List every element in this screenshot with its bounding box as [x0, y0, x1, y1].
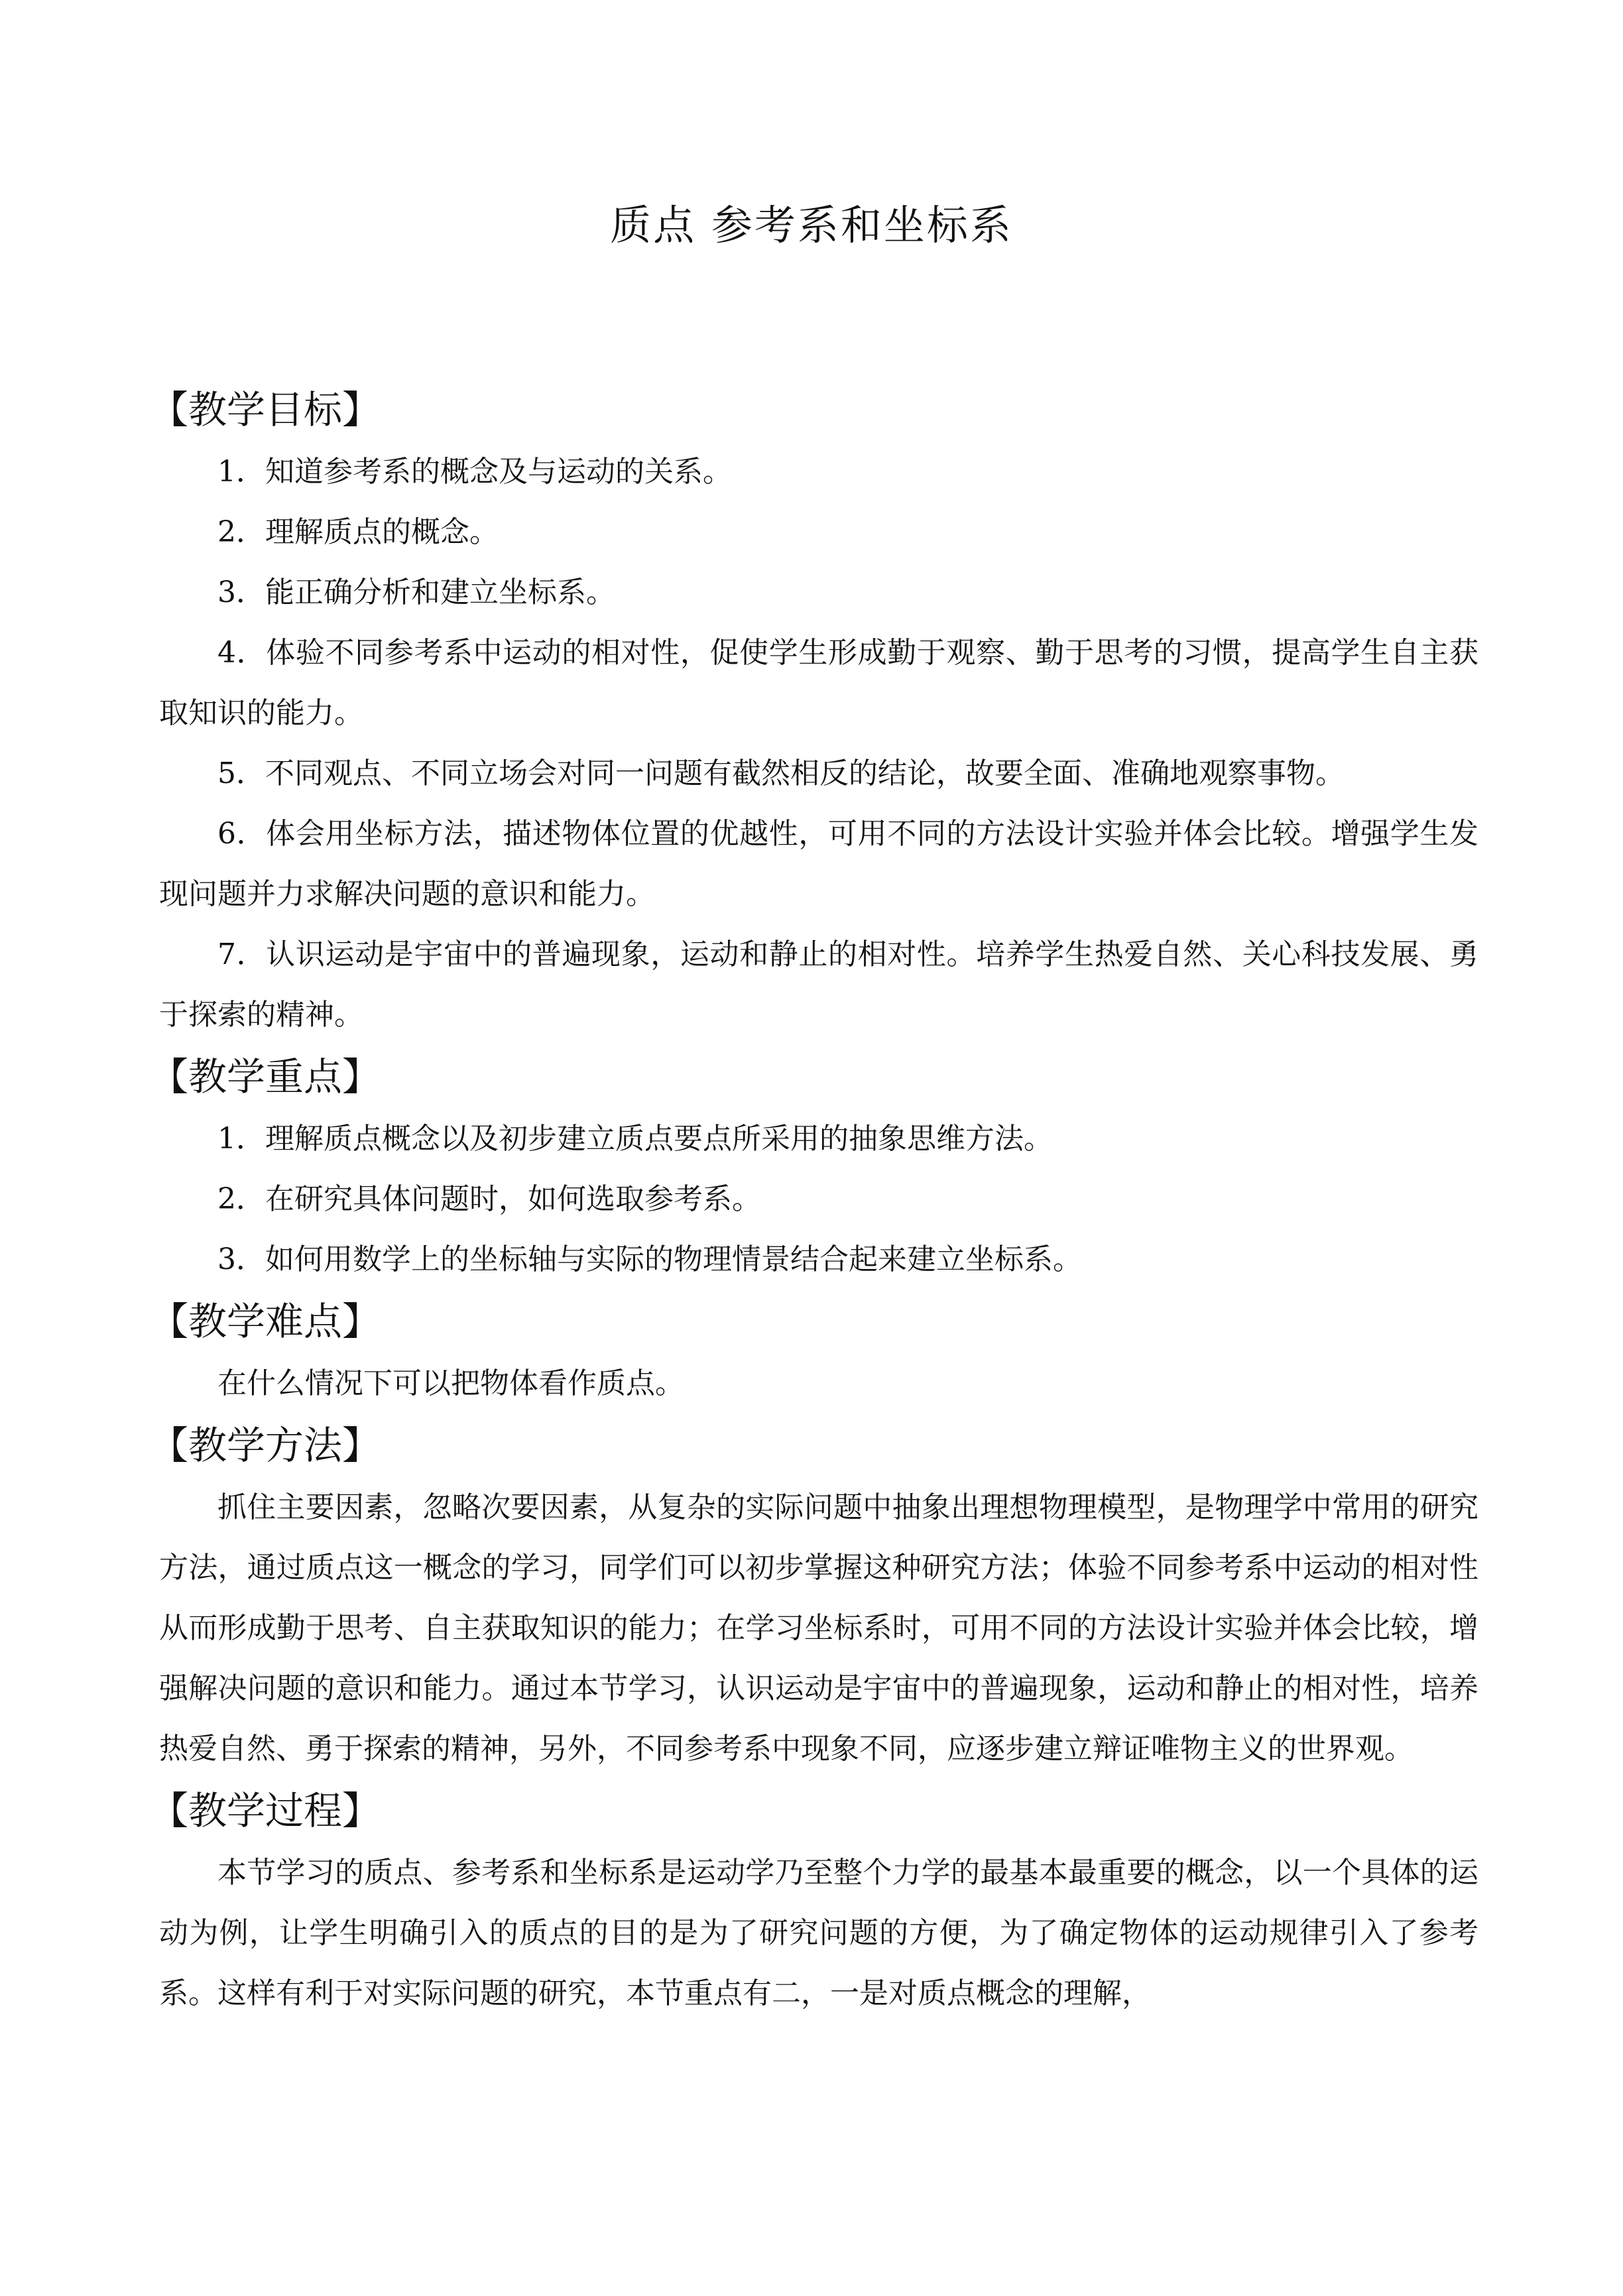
- goal-item-5: 5．不同观点、不同立场会对同一问题有截然相反的结论，故要全面、准确地观察事物。: [217, 756, 1345, 790]
- key-point-item-3: 3．如何用数学上的坐标轴与实际的物理情景结合起来建立坐标系。: [217, 1242, 1082, 1276]
- key-point-item-2: 2．在研究具体问题时，如何选取参考系。: [217, 1182, 761, 1216]
- document-title: 质点 参考系和坐标系: [610, 201, 1013, 249]
- key-point-item-1: 1．理解质点概念以及初步建立质点要点所采用的抽象思维方法。: [217, 1122, 1053, 1156]
- section-heading-difficulties: 【教学难点】: [150, 1299, 381, 1344]
- goal-item-7: 7．认识运动是宇宙中的普遍现象，运动和静止的相对性。培养学生热爱自然、关心科技发展、勇于探索的精神。: [159, 937, 1478, 1032]
- goal-item-1: 1．知道参考系的概念及与运动的关系。: [217, 455, 732, 489]
- goal-item-4: 4．体验不同参考系中运动的相对性，促使学生形成勤于观察、勤于思考的习惯，提高学生自主获取知识的能力。: [159, 636, 1478, 730]
- section-heading-key-points: 【教学重点】: [150, 1054, 381, 1099]
- methods-paragraph: 抓住主要因素，忽略次要因素，从复杂的实际问题中抽象出理想物理模型，是物理学中常用的研究方法，通过质点这一概念的学习，同学们可以初步掌握这种研究方法；体验不同参考系中运动的相对性从而形成勤于思考、自主获取知识的能力；在学习坐标系时，可用不同的方法设计实验并体会比较，增强解决问题的意识和能力。通过本节学习，认识运动是宇宙中的普遍现象，运动和静止的相对性，培养热爱自然、勇于探索的精神，另外，不同参考系中现象不同，应逐步建立辩证唯物主义的世界观。: [159, 1490, 1478, 1766]
- goal-item-2: 2．理解质点的概念。: [217, 515, 499, 549]
- section-heading-process: 【教学过程】: [150, 1788, 381, 1833]
- difficulty-item-1: 在什么情况下可以把物体看作质点。: [217, 1366, 684, 1400]
- process-paragraph: 本节学习的质点、参考系和坐标系是运动学乃至整个力学的最基本最重要的概念，以一个具体的运动为例，让学生明确引入的质点的目的是为了研究问题的方便，为了确定物体的运动规律引入了参考系。这样有利于对实际问题的研究，本节重点有二，一是对质点概念的理解，: [159, 1856, 1478, 2010]
- section-heading-methods: 【教学方法】: [150, 1423, 381, 1468]
- goal-item-6: 6．体会用坐标方法，描述物体位置的优越性，可用不同的方法设计实验并体会比较。增强学生发现问题并力求解决问题的意识和能力。: [159, 817, 1478, 911]
- section-heading-goals: 【教学目标】: [150, 387, 381, 432]
- goal-item-3: 3．能正确分析和建立坐标系。: [217, 575, 615, 609]
- document-body: [150, 378, 1478, 2024]
